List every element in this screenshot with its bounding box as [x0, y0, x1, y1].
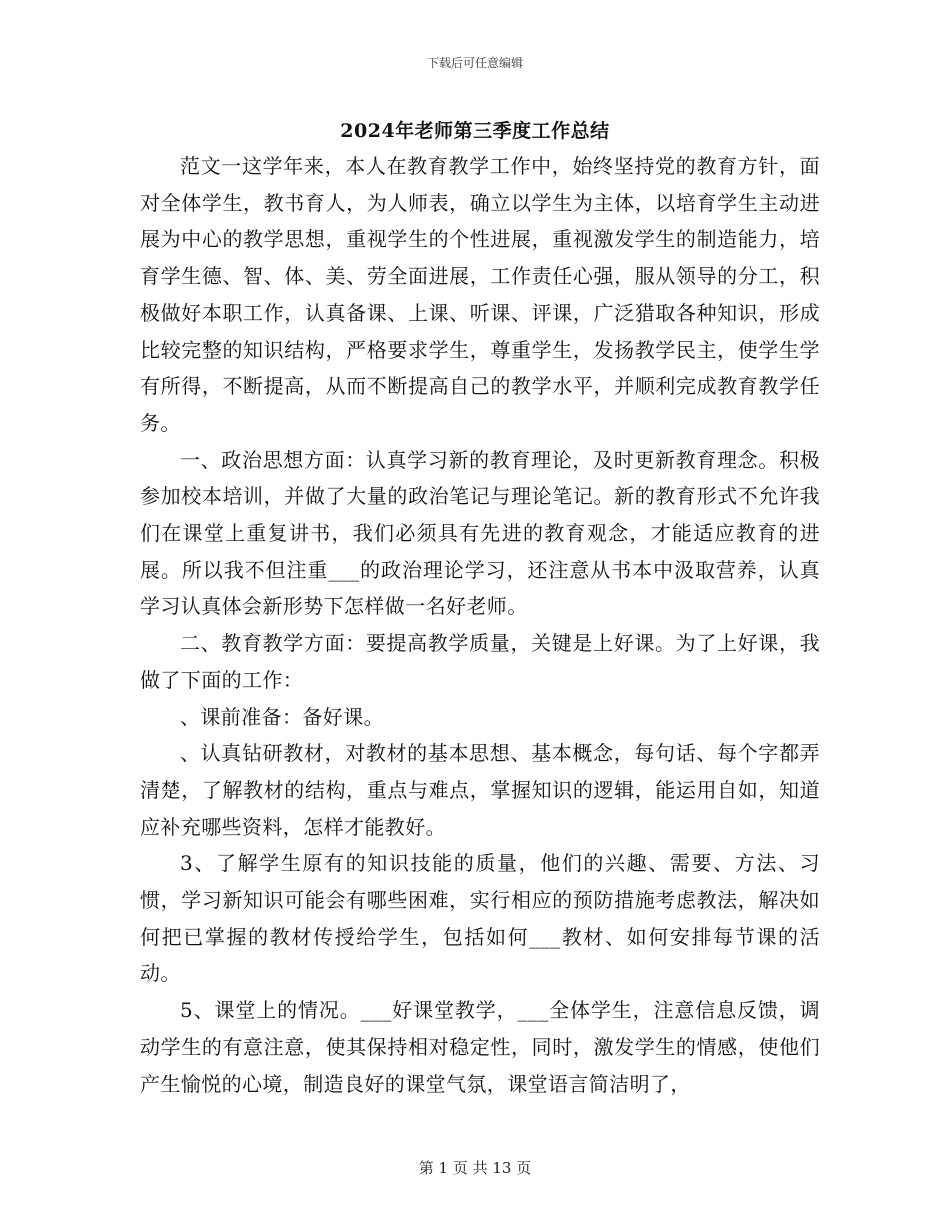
paragraph-intro: 范文一这学年来，本人在教育教学工作中，始终坚持党的教育方针，面对全体学生，教书育人，为人师表，确立以学生为主体，以培育学生主动进展为中心的教学思想，重视学生的个性进展，重视激发学生的制造能力，培育学生德、智、体、美、劳全面进展，工作责任心强，服从领导的分工，积极做好本职工作，认真备课、上课、听课、评课，广泛猎取各种知识，形成比较完整的知识结构，严格要求学生，尊重学生，发扬教学民主，使学生学有所得，不断提高，从而不断提高自己的教学水平，并顺利完成教育教学任务。: [140, 154, 820, 435]
paragraph-study-materials: 、认真钻研教材，对教材的基本思想、基本概念，每句话、每个字都弄清楚，了解教材的结构，重点与难点，掌握知识的逻辑，能运用自如，知道应补充哪些资料，怎样才能教好。: [140, 741, 820, 839]
paragraph-preparation: 、课前准备：备好课。: [180, 704, 384, 729]
document-title: 2024年老师第三季度工作总结: [340, 120, 610, 142]
page-number: 第 1 页 共 13 页: [418, 1159, 532, 1177]
paragraph-teaching: 二、教育教学方面：要提高教学质量，关键是上好课。为了上好课，我做了下面的工作：: [140, 631, 820, 692]
paragraph-political: 一、政治思想方面：认真学习新的教育理论，及时更新教育理念。积极参加校本培训，并做了大量的政治笔记与理论笔记。新的教育形式不允许我们在课堂上重复讲书，我们必须具有先进的教育观念，才能适应教育的进展。所以我不但注重___的政治理论学习，还注意从书本中汲取营养，认真学习认真体会新形势下怎样做一名好老师。: [140, 447, 820, 619]
paragraph-classroom: 5、课堂上的情况。___好课堂教学，___全体学生，注意信息反馈，调动学生的有意注意，使其保持相对稳定性，同时，激发学生的情感，使他们产生愉悦的心境，制造良好的课堂气氛，课堂语言简洁明了，: [140, 998, 820, 1096]
paragraph-know-students: 3、了解学生原有的知识技能的质量，他们的兴趣、需要、方法、习惯，学习新知识可能会有哪些困难，实行相应的预防措施考虑教法，解决如何把已掌握的教材传授给学生，包括如何___教材、如何安排每节课的活动。: [140, 851, 820, 986]
page-header-note: 下载后可任意编辑: [426, 56, 523, 70]
document-body: [140, 148, 820, 1102]
